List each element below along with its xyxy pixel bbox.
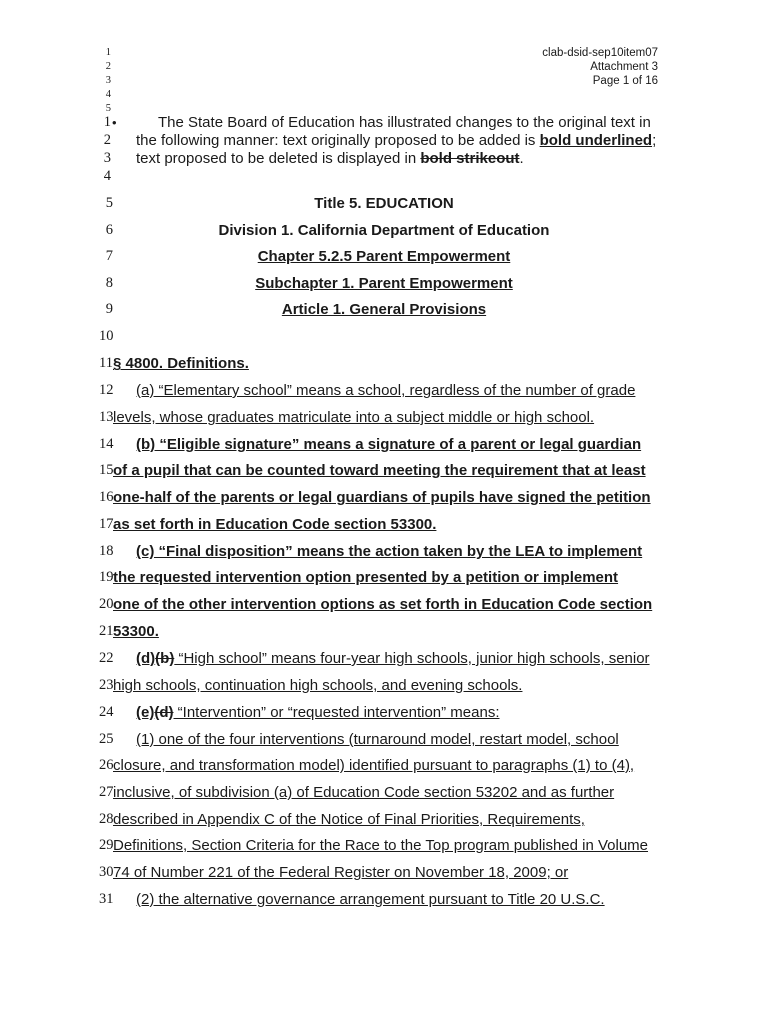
legend-bold-strikeout: bold strikeout [420, 150, 520, 167]
body-line: inclusive, of subdivision (a) of Education Code section 53202 and as further [113, 784, 615, 801]
body-line: one of the other intervention options as set forth in Education Code section [113, 596, 653, 613]
line-number: 8 [105, 275, 113, 291]
body-line: (b) “Eligible signature” means a signature of a parent or legal guardian [136, 436, 642, 453]
body-line: 74 of Number 221 of the Federal Register on November 18, 2009; or [113, 864, 569, 881]
body-line: high schools, continuation high schools, and evening schools. [113, 677, 523, 694]
line-number: 11 [99, 355, 113, 371]
body-line: (d)(b) “High school” means four-year high schools, junior high schools, senior [136, 650, 650, 667]
body-line: one-half of the parents or legal guardians of pupils have signed the petition [113, 489, 651, 506]
line-number: 7 [105, 248, 113, 264]
line-number: 30 [99, 864, 114, 880]
body-line: (2) the alternative governance arrangement pursuant to Title 20 U.S.C. [136, 891, 605, 908]
page-header [542, 46, 658, 88]
body-line: of a pupil that can be counted toward meeting the requirement that at least [113, 462, 646, 479]
chapter-heading: Chapter 5.2.5 Parent Empowerment [257, 248, 511, 265]
legend-bold-underlined: bold underlined [539, 132, 653, 149]
intro-line-3: text proposed to be deleted is displayed in bold strikeout. [136, 150, 524, 167]
body-line: (e)(d) “Intervention” or “requested intervention” means: [136, 704, 500, 721]
line-number: 6 [105, 222, 113, 238]
line-number: 29 [99, 837, 114, 853]
article-heading: Article 1. General Provisions [281, 301, 487, 318]
intro-line-2: the following manner: text originally proposed to be added is bold underlined; [136, 132, 657, 149]
line-number: 22 [99, 650, 114, 666]
body-line: closure, and transformation model) identified pursuant to paragraphs (1) to (4), [113, 757, 635, 774]
line-number: 14 [99, 436, 114, 452]
line-number: 15 [99, 462, 114, 478]
bullet-icon: • [112, 115, 117, 130]
line-number: 18 [99, 543, 114, 559]
line-number: 27 [99, 784, 114, 800]
body-line: (c) “Final disposition” means the action taken by the LEA to implement [136, 543, 643, 560]
document-id: clab-dsid-sep10item07 [542, 47, 658, 59]
line-number: 19 [99, 569, 114, 585]
line-number: 28 [99, 811, 114, 827]
line-number: 2 [105, 61, 111, 72]
line-number: 12 [99, 382, 114, 398]
body-line: described in Appendix C of the Notice of Final Priorities, Requirements, [113, 811, 585, 828]
line-number: 1 [105, 47, 111, 58]
line-number: 1 [103, 114, 111, 130]
line-number: 25 [99, 731, 114, 747]
line-number: 2 [103, 132, 111, 148]
line-number: 5 [105, 103, 111, 114]
line-number: 4 [105, 89, 111, 100]
line-number: 21 [99, 623, 114, 639]
line-number: 3 [103, 150, 111, 166]
body-line: (a) “Elementary school” means a school, regardless of the number of grade [136, 382, 636, 399]
line-number: 13 [99, 409, 114, 425]
line-number: 24 [99, 704, 114, 720]
line-number: 17 [99, 516, 114, 532]
line-number: 5 [105, 195, 113, 211]
line-number: 26 [99, 757, 114, 773]
section-heading: § 4800. Definitions. [113, 355, 249, 372]
title-heading: Title 5. EDUCATION [314, 195, 454, 212]
body-line: as set forth in Education Code section 53300. [113, 516, 437, 533]
intro-line-1: The State Board of Education has illustrated changes to the original text in [158, 114, 651, 131]
line-number: 9 [105, 301, 113, 317]
line-number: 10 [99, 328, 114, 344]
line-number: 23 [99, 677, 114, 693]
page-indicator: Page 1 of 16 [592, 75, 658, 87]
line-number: 16 [99, 489, 114, 505]
body-line: the requested intervention option presented by a petition or implement [113, 569, 619, 586]
attachment-label: Attachment 3 [590, 61, 658, 73]
line-number: 31 [99, 891, 114, 907]
body-line: (1) one of the four interventions (turnaround model, restart model, school [136, 731, 619, 748]
line-number: 4 [103, 168, 111, 184]
body-line: Definitions, Section Criteria for the Race to the Top program published in Volume [113, 837, 649, 854]
line-number: 20 [99, 596, 114, 612]
subchapter-heading: Subchapter 1. Parent Empowerment [255, 275, 513, 292]
line-number: 3 [105, 75, 111, 86]
body-line: 53300. [113, 623, 159, 640]
division-heading: Division 1. California Department of Education [218, 222, 550, 239]
body-line: levels, whose graduates matriculate into a subject middle or high school. [113, 409, 595, 426]
